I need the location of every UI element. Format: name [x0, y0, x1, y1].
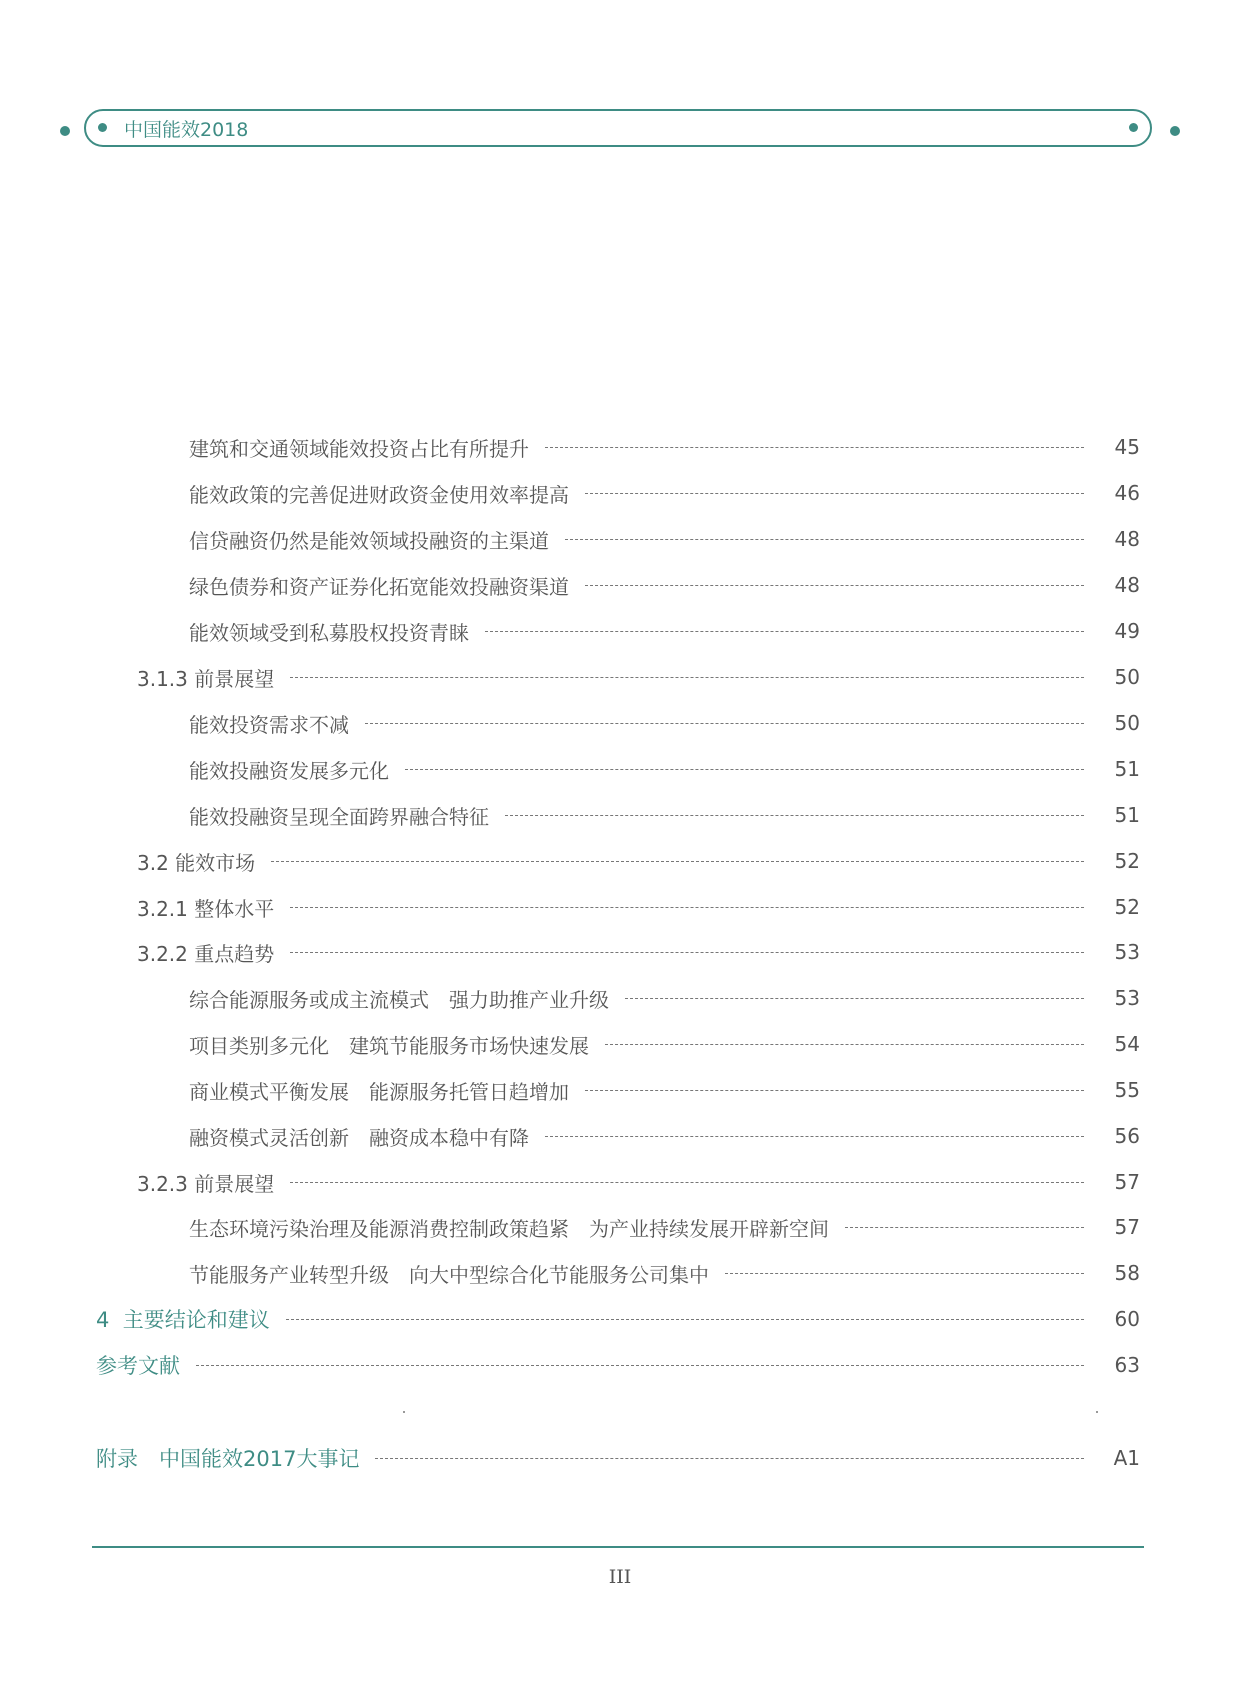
toc-entry[interactable]	[189, 754, 1140, 784]
toc-entry-label: 能效政策的完善促进财政资金使用效率提高	[189, 482, 569, 507]
toc-entry-label: 3.2.1 整体水平	[137, 896, 275, 921]
header-right-dot	[1170, 126, 1180, 136]
toc-entry[interactable]	[96, 1304, 1140, 1334]
toc-entry[interactable]	[137, 846, 1140, 876]
toc-leader	[545, 447, 1084, 448]
toc-entry-page: 53	[1114, 986, 1140, 1010]
toc-entry[interactable]	[189, 478, 1140, 508]
toc-entry-label: 综合能源服务或成主流模式 强力助推产业升级	[189, 987, 609, 1012]
toc-entry[interactable]	[189, 983, 1140, 1013]
toc-entry-page: 48	[1114, 527, 1140, 551]
toc-entry[interactable]	[189, 616, 1140, 646]
toc-entry[interactable]	[189, 800, 1140, 830]
toc-leader	[505, 815, 1084, 816]
toc-entry-label: 附录 中国能效2017大事记	[96, 1447, 360, 1471]
page-number: III	[608, 1566, 632, 1588]
toc-entry-page: 52	[1114, 849, 1140, 873]
toc-entry[interactable]	[189, 1121, 1140, 1151]
toc-leader	[585, 493, 1084, 494]
toc-entry[interactable]	[189, 570, 1140, 600]
toc-entry-page: A1	[1113, 1446, 1140, 1470]
toc-entry[interactable]	[189, 708, 1140, 738]
toc-entry-page: 57	[1114, 1215, 1140, 1239]
toc-entry-page: 58	[1114, 1261, 1140, 1285]
header-title: 中国能效2018	[124, 119, 249, 141]
speck-mark	[403, 1411, 405, 1413]
toc-entry[interactable]	[189, 1212, 1140, 1242]
toc-entry-label: 能效投融资发展多元化	[189, 758, 389, 783]
toc-entry-label: 参考文献	[96, 1354, 180, 1378]
toc-entry-label: 4 主要结论和建议	[96, 1308, 270, 1332]
footer-rule	[92, 1546, 1144, 1548]
toc-leader	[545, 1136, 1084, 1137]
toc-entry-label: 3.2.3 前景展望	[137, 1171, 275, 1196]
toc-entry[interactable]	[137, 662, 1140, 692]
toc-entry-label: 3.1.3 前景展望	[137, 666, 275, 691]
toc-leader	[585, 1090, 1084, 1091]
toc-entry-page: 63	[1114, 1353, 1140, 1377]
toc-entry-page: 52	[1114, 895, 1140, 919]
toc-leader	[485, 631, 1084, 632]
toc-leader	[565, 539, 1084, 540]
toc-entry-page: 48	[1114, 573, 1140, 597]
toc-entry-label: 能效投融资呈现全面跨界融合特征	[189, 804, 489, 829]
toc-entry-label: 融资模式灵活创新 融资成本稳中有降	[189, 1125, 529, 1150]
toc-entry-page: 55	[1114, 1078, 1140, 1102]
toc-entry-label: 生态环境污染治理及能源消费控制政策趋紧 为产业持续发展开辟新空间	[189, 1216, 829, 1241]
toc-entry-label: 能效投资需求不减	[189, 712, 349, 737]
toc-entry-label: 能效领域受到私募股权投资青睐	[189, 620, 469, 645]
toc-leader	[625, 998, 1084, 999]
toc-entry-page: 56	[1114, 1124, 1140, 1148]
toc-leader	[605, 1044, 1084, 1045]
toc-leader	[271, 861, 1084, 862]
toc-entry-label: 绿色债券和资产证券化拓宽能效投融资渠道	[189, 574, 569, 599]
toc-entry-page: 51	[1114, 803, 1140, 827]
speck-mark	[1096, 1411, 1098, 1413]
toc-entry-page: 53	[1114, 940, 1140, 964]
toc-entry[interactable]	[96, 1350, 1140, 1380]
toc-entry[interactable]	[189, 1075, 1140, 1105]
toc-leader	[290, 952, 1084, 953]
toc-entry[interactable]	[137, 892, 1140, 922]
header-inner-right-dot	[1129, 123, 1138, 132]
toc-entry-page: 51	[1114, 757, 1140, 781]
toc-leader	[196, 1365, 1084, 1366]
toc-entry-label: 节能服务产业转型升级 向大中型综合化节能服务公司集中	[189, 1262, 709, 1287]
toc-entry-page: 50	[1114, 711, 1140, 735]
toc-leader	[290, 1182, 1084, 1183]
toc-entry[interactable]	[189, 1029, 1140, 1059]
header-left-dot	[60, 126, 70, 136]
toc-leader	[585, 585, 1084, 586]
toc-leader	[845, 1227, 1084, 1228]
toc-entry[interactable]	[189, 1258, 1140, 1288]
toc-entry-page: 60	[1114, 1307, 1140, 1331]
toc-entry-label: 3.2 能效市场	[137, 850, 256, 875]
toc-entry[interactable]	[96, 1443, 1140, 1473]
toc-entry-label: 商业模式平衡发展 能源服务托管日趋增加	[189, 1079, 569, 1104]
toc-leader	[286, 1319, 1084, 1320]
toc-entry-page: 45	[1114, 435, 1140, 459]
toc-entry-page: 50	[1114, 665, 1140, 689]
toc-entry[interactable]	[189, 524, 1140, 554]
toc-entry-page: 57	[1114, 1170, 1140, 1194]
toc-entry-label: 项目类别多元化 建筑节能服务市场快速发展	[189, 1033, 589, 1058]
toc-entry-page: 46	[1114, 481, 1140, 505]
toc-entry-label: 3.2.2 重点趋势	[137, 941, 275, 966]
toc-entry[interactable]	[137, 937, 1140, 967]
toc-leader	[375, 1458, 1084, 1459]
toc-leader	[365, 723, 1084, 724]
header-inner-left-dot	[98, 123, 107, 132]
toc-entry[interactable]	[189, 432, 1140, 462]
toc-entry-label: 建筑和交通领域能效投资占比有所提升	[189, 436, 529, 461]
toc-entry-label: 信贷融资仍然是能效领域投融资的主渠道	[189, 528, 549, 553]
toc-leader	[290, 677, 1084, 678]
toc-leader	[405, 769, 1084, 770]
toc-leader	[725, 1273, 1084, 1274]
toc-entry[interactable]	[137, 1167, 1140, 1197]
toc-leader	[290, 907, 1084, 908]
toc-entry-page: 54	[1114, 1032, 1140, 1056]
toc-entry-page: 49	[1114, 619, 1140, 643]
